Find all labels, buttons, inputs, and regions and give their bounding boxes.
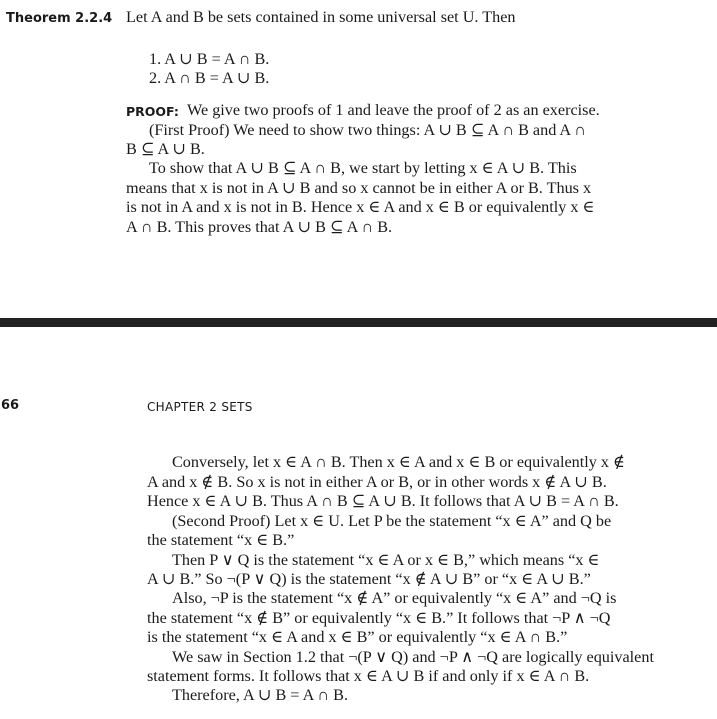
proof-line: We give two proofs of 1 and leave the proof of 2 as an exercise. [187, 101, 600, 119]
proof-label: PROOF: [126, 104, 179, 119]
theorem-item-2: 2. A ∩ B = A ∪ B. [149, 69, 270, 87]
top-page [0, 0, 717, 318]
proof-line: B ⊆ A ∪ B. [126, 140, 205, 158]
continuation-line: Then P ∨ Q is the statement “x ∈ A or x ∈ B,” which means “x ∈ [172, 551, 600, 569]
page-number: 66 [1, 398, 20, 413]
theorem-item-1: 1. A ∪ B = A ∩ B. [149, 50, 270, 68]
continuation-line: Hence x ∈ A ∪ B. Thus A ∩ B ⊆ A ∪ B. It follows that A ∪ B = A ∩ B. [147, 492, 619, 510]
proof-line: (First Proof) We need to show two things: A ∪ B ⊆ A ∩ B and A ∩ [149, 121, 586, 139]
continuation-line: (Second Proof) Let x ∈ U. Let P be the statement “x ∈ A” and Q be [172, 512, 612, 530]
continuation-line: statement forms. It follows that x ∈ A ∪ B if and only if x ∈ A ∩ B. [147, 667, 590, 685]
bottom-page [0, 327, 717, 719]
continuation-line: the statement “x ∈ B.” [147, 531, 295, 549]
continuation-line: the statement “x ∉ B” or equivalently “x ∈ B.” It follows that ¬P ∧ ¬Q [147, 609, 611, 627]
continuation-line: is the statement “x ∈ A and x ∈ B” or equivalently “x ∈ A ∩ B.” [147, 628, 568, 646]
proof-line: To show that A ∪ B ⊆ A ∩ B, we start by letting x ∈ A ∪ B. This [149, 159, 577, 177]
running-header: CHAPTER 2 SETS [147, 400, 253, 414]
proof-line: means that x is not in A ∪ B and so x cannot be in either A or B. Thus x [126, 179, 592, 197]
continuation-line: A and x ∉ B. So x is not in either A or B, or in other words x ∉ A ∪ B. [147, 473, 607, 491]
proof-line: A ∩ B. This proves that A ∪ B ⊆ A ∩ B. [126, 218, 393, 236]
proof-line: is not in A and x is not in B. Hence x ∈ A and x ∈ B or equivalently x ∈ [126, 198, 595, 216]
continuation-line: A ∪ B.” So ¬(P ∨ Q) is the statement “x ∉ A ∪ B” or “x ∈ A ∪ B.” [147, 570, 591, 588]
continuation-line: We saw in Section 1.2 that ¬(P ∨ Q) and ¬P ∧ ¬Q are logically equivalent [172, 648, 654, 666]
theorem-statement: Let A and B be sets contained in some universal set U. Then [126, 8, 516, 26]
continuation-line: Conversely, let x ∈ A ∩ B. Then x ∈ A and x ∈ B or equivalently x ∉ [172, 453, 626, 471]
continuation-line: Also, ¬P is the statement “x ∉ A” or equivalently “x ∈ A” and ¬Q is [172, 589, 617, 607]
continuation-line: Therefore, A ∪ B = A ∩ B. [172, 686, 349, 704]
page-divider [0, 318, 717, 327]
theorem-label: Theorem 2.2.4 [6, 11, 113, 26]
